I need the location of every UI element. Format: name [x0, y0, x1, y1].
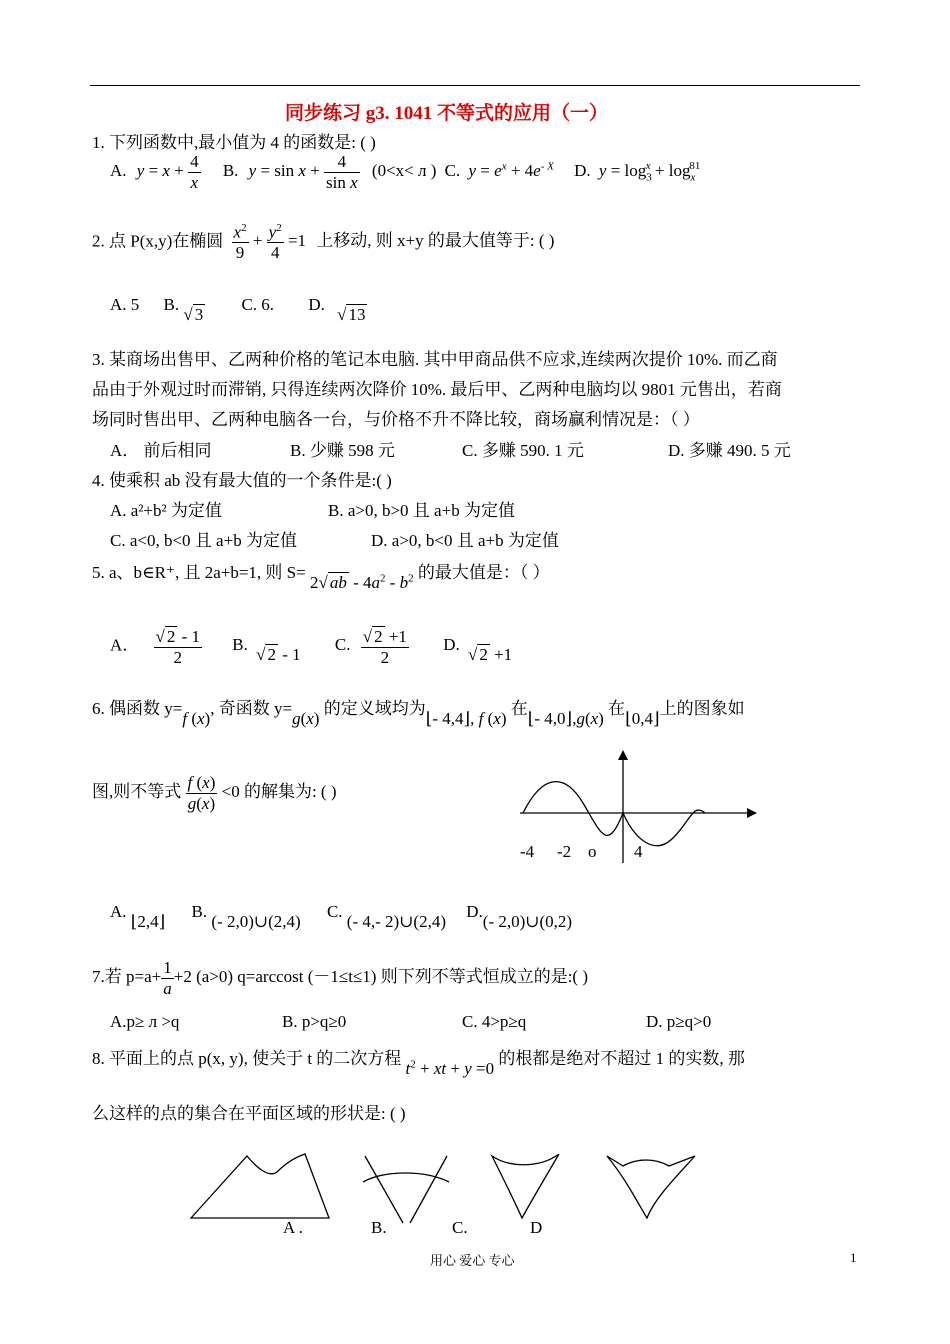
q6-curve-f [523, 782, 623, 836]
q8-shape-b-line1 [365, 1156, 403, 1223]
q7-option-a: A.p≥ л >q [110, 1012, 180, 1031]
q6-option-d: D. [466, 902, 483, 921]
q6-text-a: 6. 偶函数 y= [92, 699, 183, 718]
q7-option-d: D. p≥q>0 [646, 1012, 712, 1031]
q5-b-value: √ 2 - 1 [256, 645, 301, 665]
q5-stem [92, 558, 550, 592]
q6-axis-label-origin: o [588, 842, 597, 861]
q1-d-formula: $y = \log_3^x + \log_x^{81}$ [598, 160, 701, 184]
q7-stem [92, 958, 588, 998]
q6-text-b: , 奇函数 y= [210, 699, 293, 718]
q1-c-formula: $y = e^x + 4e^{- X}$ [468, 160, 554, 180]
q2-stem-pre: 2. 点 P(x,y)在椭圆 [92, 231, 224, 251]
q5-option-d: D. [443, 635, 460, 655]
q8-line1-post: 的根都是绝对不超过 1 的实数, 那 [498, 1049, 745, 1068]
q8-shape-d [607, 1156, 695, 1218]
q2-option-a: A. 5 [110, 295, 140, 314]
q1-stem: 1. 下列函数中,最小值为 4 的函数是: ( ) [92, 133, 376, 152]
q6-ratio: $\frac{f (x)}{g(x)}$ [187, 773, 216, 813]
q6-c-value: (- 4,- 2)∪(2,4) [346, 912, 447, 931]
q7-option-b: B. p>q≥0 [282, 1012, 347, 1031]
q1-b-condition: (0<x< л ) [371, 160, 437, 180]
q4-option-a: A. a²+b² 为定值 [110, 501, 222, 520]
q4-option-c: C. a<0, b<0 且 a+b 为定值 [110, 531, 297, 550]
q5-option-b: B. [232, 635, 248, 655]
q1-options [110, 152, 700, 192]
q7-frac: $\frac{1}{a}$ [163, 958, 172, 998]
q7-stem-post: +2 (a>0) q=arccost (－1≤t≤1) 则下列不等式恒成立的是:( ) [173, 966, 589, 986]
q1-b-label: B. [222, 160, 239, 180]
q1-a-formula: y = x + $\frac{4}{x}$ [136, 152, 199, 192]
q6-text-c: 的定义域均为 [323, 699, 426, 718]
q6-option-c: C. [326, 902, 343, 921]
q6-y-arrow [618, 750, 628, 760]
q2-option-b: B. [163, 295, 180, 314]
q8-line1 [92, 1044, 745, 1078]
q5-stem-pre: 5. a、b∈R⁺, 且 2a+b=1, 则 S= [92, 563, 306, 582]
q3-line2: 品由于外观过时而滞销, 只得连续两次降价 10%. 最后甲、乙两种电脑均以 9801 元售出，若商 [92, 380, 782, 399]
q6-text-e: 在 [608, 699, 626, 718]
q2-option-d: D. [308, 295, 325, 314]
q6-fx-2: f (x) [478, 709, 507, 728]
q4-option-d: D. a>0, b<0 且 a+b 为定值 [371, 531, 559, 550]
q6-a-value: ⌊2,4⌋ [130, 912, 166, 931]
q7-stem-pre: 7.若 p=a+ [92, 966, 162, 986]
q7-option-c: C. 4>p≥q [462, 1012, 527, 1031]
q2-option-c: C. 6. [241, 295, 275, 314]
q6-interval-pos: ⌊0,4⌋ [625, 709, 660, 728]
q6-interval-neg: ⌊- 4,0⌋,g(x) [527, 709, 604, 728]
q2-stem-post: 上移动, 则 x+y 的最大值等于: ( ) [316, 231, 555, 251]
q2-ellipse-formula: $\frac{x^2}{9}$ + $\frac{y^2}{4}$ =1 [233, 222, 307, 263]
page-number: 1 [850, 1250, 857, 1265]
q5-option-c: C. [334, 635, 351, 655]
q6-axis-label-4: 4 [634, 842, 643, 861]
q4-option-b: B. a>0, b>0 且 a+b 为定值 [328, 501, 515, 520]
q5-a-value: $\frac{√ 2 - 1}{2}$ [155, 627, 201, 667]
q8-shapes [185, 1148, 705, 1226]
q8-shape-b-line2 [410, 1156, 447, 1223]
q6-options [110, 902, 573, 931]
q6-text-d: 在 [510, 699, 528, 718]
q6-line2 [92, 773, 337, 813]
q5-d-value: √ 2 +1 [467, 645, 513, 665]
q8-shape-c [492, 1154, 559, 1218]
q8-shape-label-d: D [530, 1218, 543, 1237]
q4-stem: 4. 使乘积 ab 没有最大值的一个条件是:( ) [92, 471, 392, 490]
q6-b-value: (- 2,0)∪(2,4) [211, 912, 301, 931]
q6-axis-label-neg2: -2 [557, 842, 572, 861]
q5-options [110, 626, 512, 667]
q2-stem [92, 222, 554, 263]
q1-d-label: D. [574, 160, 591, 180]
q3-option-a: A． 前后相同 [110, 441, 212, 460]
q6-line1 [92, 694, 745, 728]
q1-b-formula: y = sin x + $\frac{4}{\text{sin x}}$ [248, 152, 358, 192]
q3-line1: 3. 某商场出售甲、乙两种价格的笔记本电脑. 其中甲商品供不应求,连续两次提价 10%. 而乙商 [92, 350, 778, 369]
q1-c-label: C. [444, 160, 461, 180]
q3-line3: 场同时售出甲、乙两种电脑各一台，与价格不升不降比较，商场赢利情况是：（ ） [92, 410, 700, 429]
q6-line2-pre: 图,则不等式 [92, 781, 182, 801]
q6-line2-post: <0 的解集为: ( ) [221, 781, 337, 801]
q1-a-label: A. [110, 160, 127, 180]
q6-x-arrow [747, 808, 757, 818]
q5-option-a: A． [110, 635, 140, 655]
q2-d-value: √ 13 [337, 305, 366, 324]
q6-curve-g [623, 810, 705, 846]
q6-option-b: B. [191, 902, 208, 921]
header-rule [90, 85, 860, 86]
q8-shape-label-b: B. [371, 1218, 387, 1237]
q8-shape-label-c: C. [452, 1218, 468, 1237]
q5-stem-post: 的最大值是：（ ） [417, 563, 550, 582]
q8-line1-pre: 8. 平面上的点 p(x, y), 使关于 t 的二次方程 [92, 1049, 402, 1068]
q5-c-value: $\frac{√ 2 +1}{2}$ [362, 627, 407, 667]
q6-d-value: (- 2,0)∪(0,2) [482, 912, 573, 931]
q8-shape-a [191, 1154, 329, 1218]
q8-line2: 么这样的点的集合在平面区域的形状是: ( ) [92, 1104, 406, 1123]
q2-b-value: √ 3 [183, 305, 204, 324]
q3-option-b: B. 少赚 598 元 [290, 441, 395, 460]
q8-shape-label-a: A . [283, 1218, 303, 1237]
q6-gx: g(x) [292, 709, 320, 728]
q3-option-c: C. 多赚 590. 1 元 [462, 441, 584, 460]
q6-axis-label-neg4: -4 [520, 842, 535, 861]
q6-fx: f (x) [182, 709, 211, 728]
q6-domain: ⌊- 4,4⌋, [425, 709, 475, 728]
q6-option-a: A. [110, 902, 127, 921]
q8-equation: $t^2$ + xt + y =0 [405, 1058, 495, 1078]
page-title: 同步练习 g3. 1041 不等式的应用（一） [285, 103, 609, 124]
q6-text-f: 上的图象如 [659, 699, 745, 718]
q2-options [110, 294, 367, 324]
q3-option-d: D. 多赚 490. 5 元 [668, 441, 791, 460]
q5-s-formula: 2√ ab - $4a^2 - b^2$ [309, 572, 414, 592]
page-footer: 用心 爱心 专心 [430, 1253, 515, 1268]
